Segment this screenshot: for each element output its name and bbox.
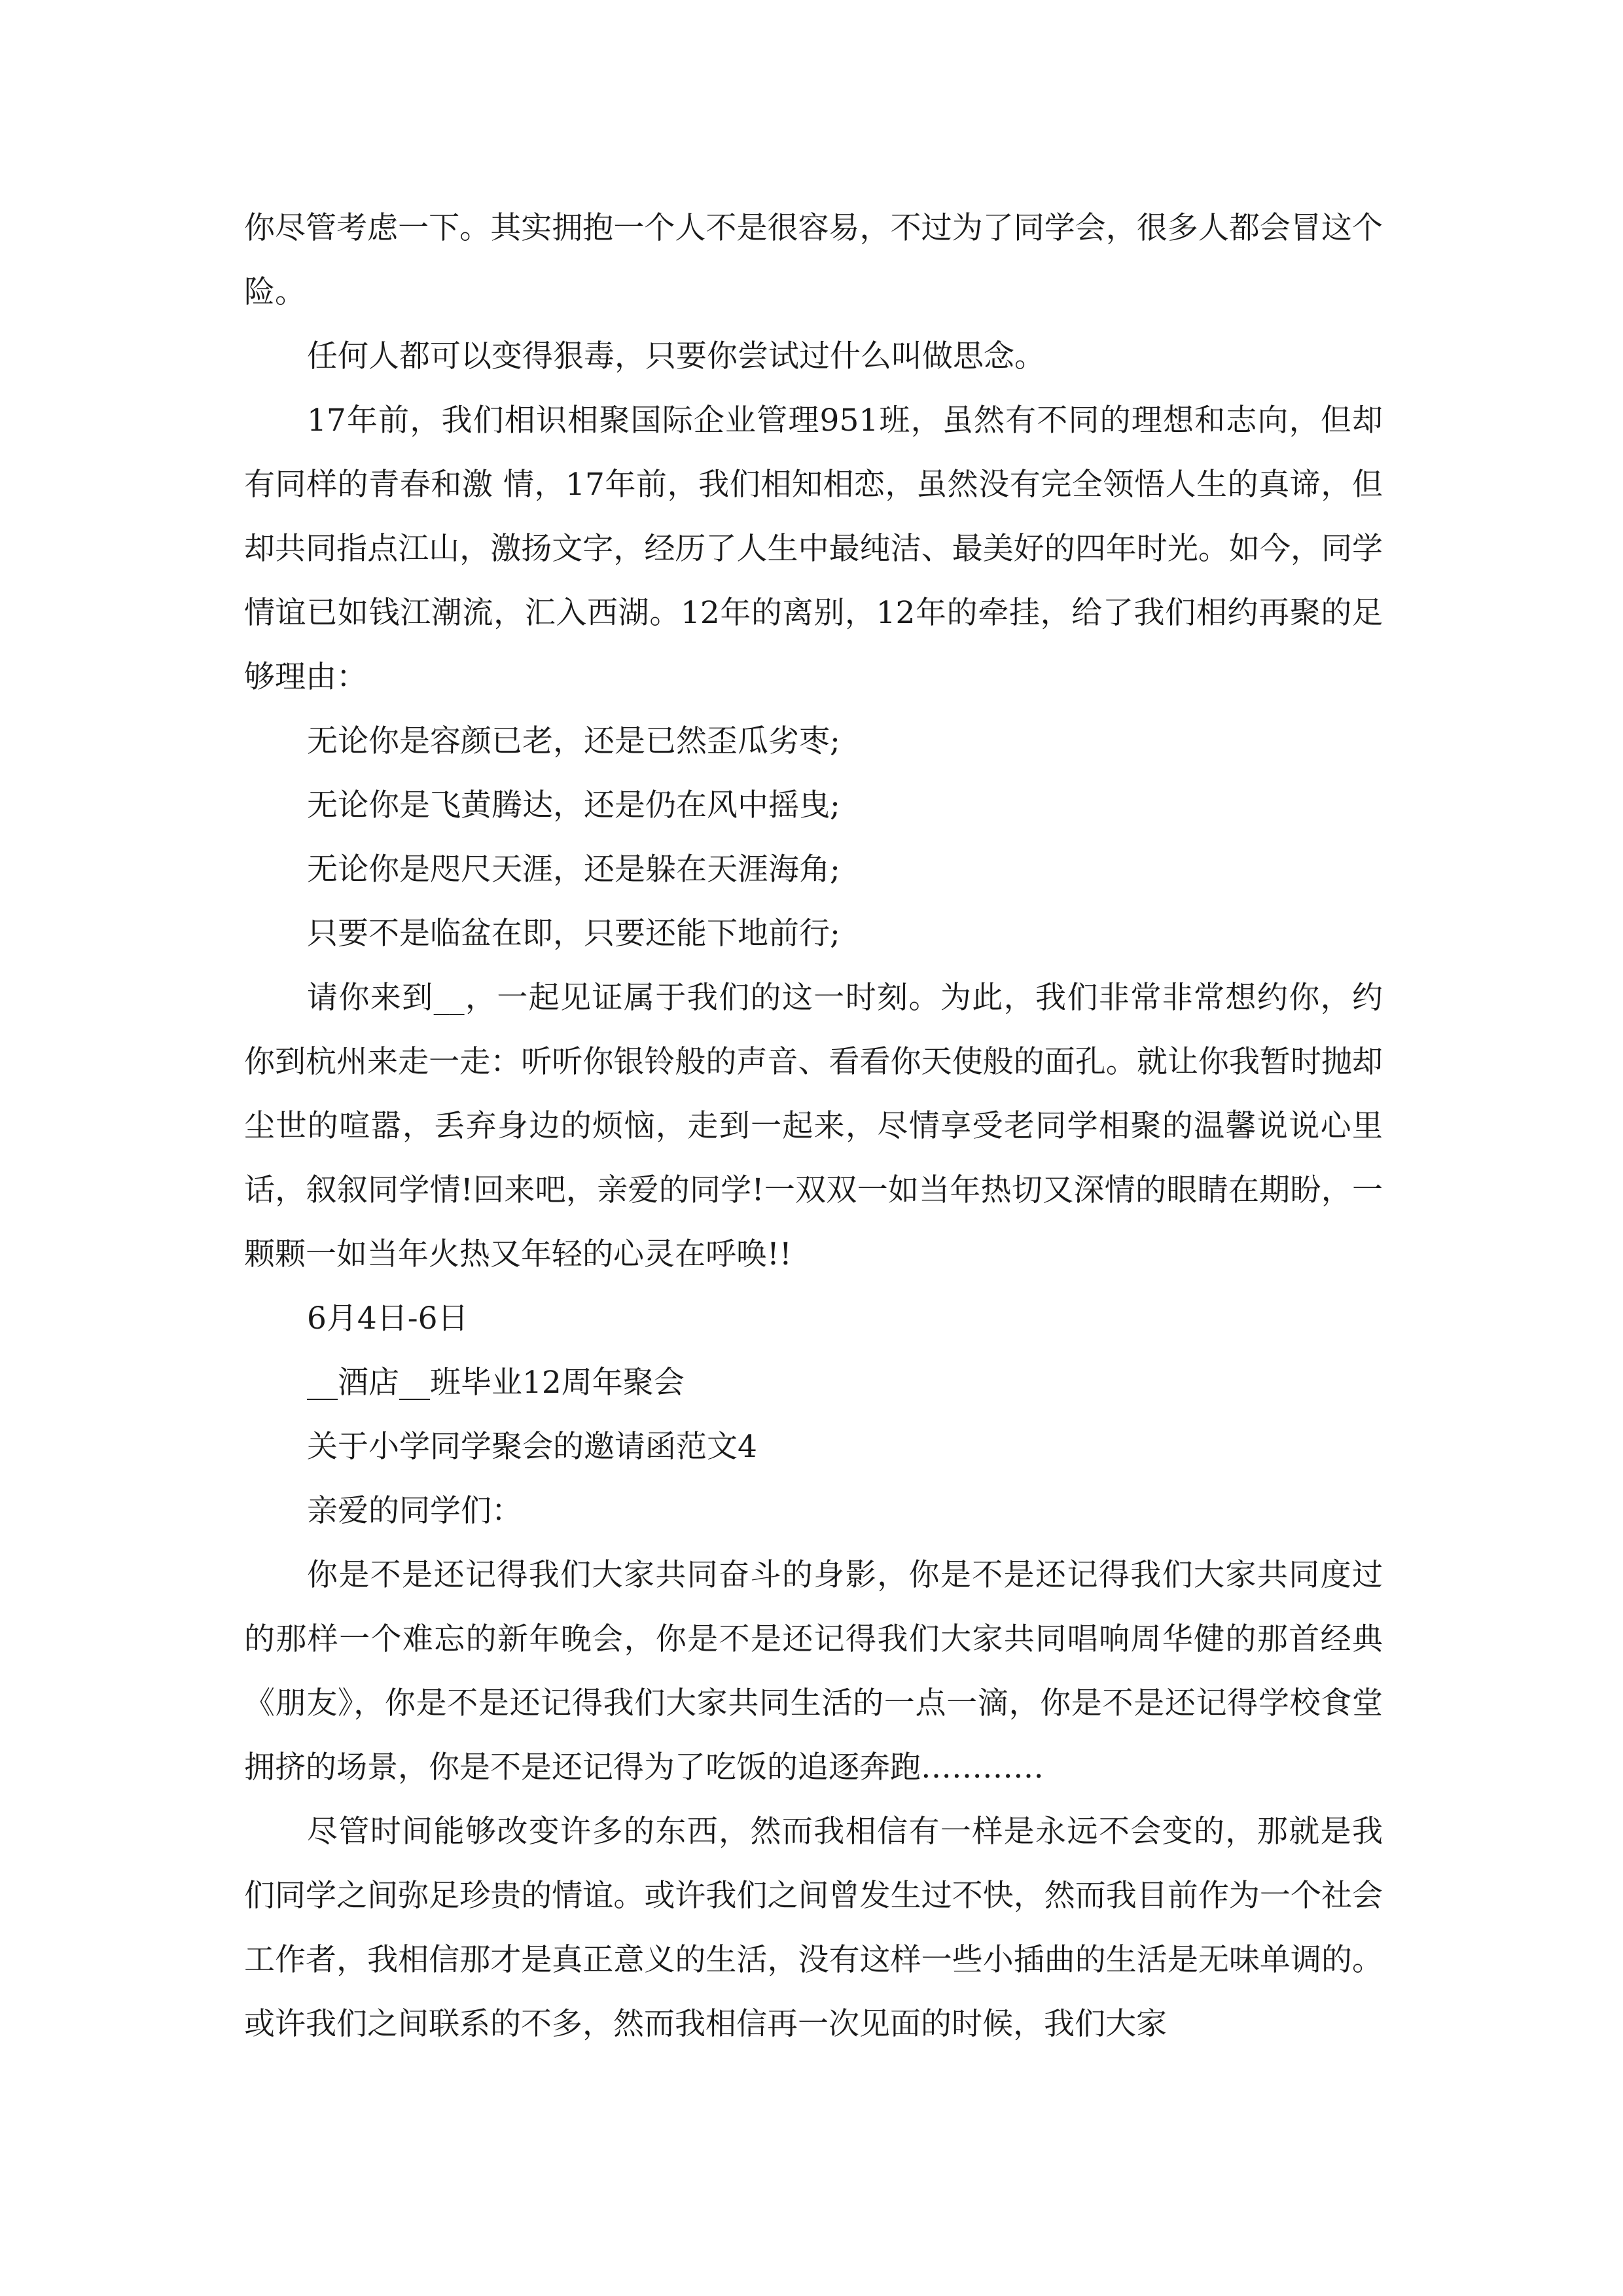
document-page	[244, 196, 1383, 2056]
verse-line-1: 无论你是容颜已老，还是已然歪瓜劣枣;	[307, 723, 840, 759]
paragraph-invitation: 请你来到__，一起见证属于我们的这一时刻。为此，我们非常非常想约你，约你到杭州来走一走：听听你银铃般的声音、看看你天使般的面孔。就让你我暂时抛却尘世的喧嚣，丢弃身边的烦恼，走到一起来，尽情享受老同学相聚的温馨说说心里话，叙叙同学情!回来吧，亲爱的同学!一双双一如当年热切又深情的眼睛在期盼，一颗颗一如当年火热又年轻的心灵在呼唤!!	[244, 980, 1383, 1272]
verse-line-4: 只要不是临盆在即，只要还能下地前行;	[307, 916, 840, 952]
paragraph-friendship: 尽管时间能够改变许多的东西，然而我相信有一样是永远不会变的，那就是我们同学之间弥足珍贵的情谊。或许我们之间曾发生过不快，然而我目前作为一个社会工作者，我相信那才是真正意义的生活，没有这样一些小插曲的生活是无味单调的。或许我们之间联系的不多，然而我相信再一次见面的时候，我们大家	[244, 1814, 1383, 2042]
event-date: 6月4日-6日	[307, 1300, 469, 1336]
section-heading: 关于小学同学聚会的邀请函范文4	[307, 1429, 757, 1465]
paragraph-17-years-ago: 17年前，我们相识相聚国际企业管理951班，虽然有不同的理想和志向，但却有同样的青春和激 情，17年前，我们相知相恋，虽然没有完全领悟人生的真谛，但却共同指点江山，激扬文字，经历了人生中最纯洁、最美好的四年时光。如今，同学情谊已如钱江潮流，汇入西湖。12年的离别，12年的牵挂，给了我们相约再聚的足够理由：	[244, 403, 1383, 695]
paragraph-continuation: 你尽管考虑一下。其实拥抱一个人不是很容易，不过为了同学会，很多人都会冒这个险。	[244, 210, 1383, 310]
salutation: 亲爱的同学们：	[307, 1493, 522, 1529]
paragraph-memories: 你是不是还记得我们大家共同奋斗的身影，你是不是还记得我们大家共同度过的那样一个难忘的新年晚会，你是不是还记得我们大家共同唱响周华健的那首经典《朋友》，你是不是还记得我们大家共同生活的一点一滴，你是不是还记得学校食堂拥挤的场景，你是不是还记得为了吃饭的追逐奔跑…………	[244, 1557, 1383, 1785]
verse-line-2: 无论你是飞黄腾达，还是仍在风中摇曳;	[307, 787, 840, 823]
event-venue: __酒店__班毕业12周年聚会	[307, 1365, 685, 1401]
verse-line-3: 无论你是咫尺天涯，还是躲在天涯海角;	[307, 852, 840, 888]
paragraph-missing-you: 任何人都可以变得狠毒，只要你尝试过什么叫做思念。	[307, 338, 1045, 374]
